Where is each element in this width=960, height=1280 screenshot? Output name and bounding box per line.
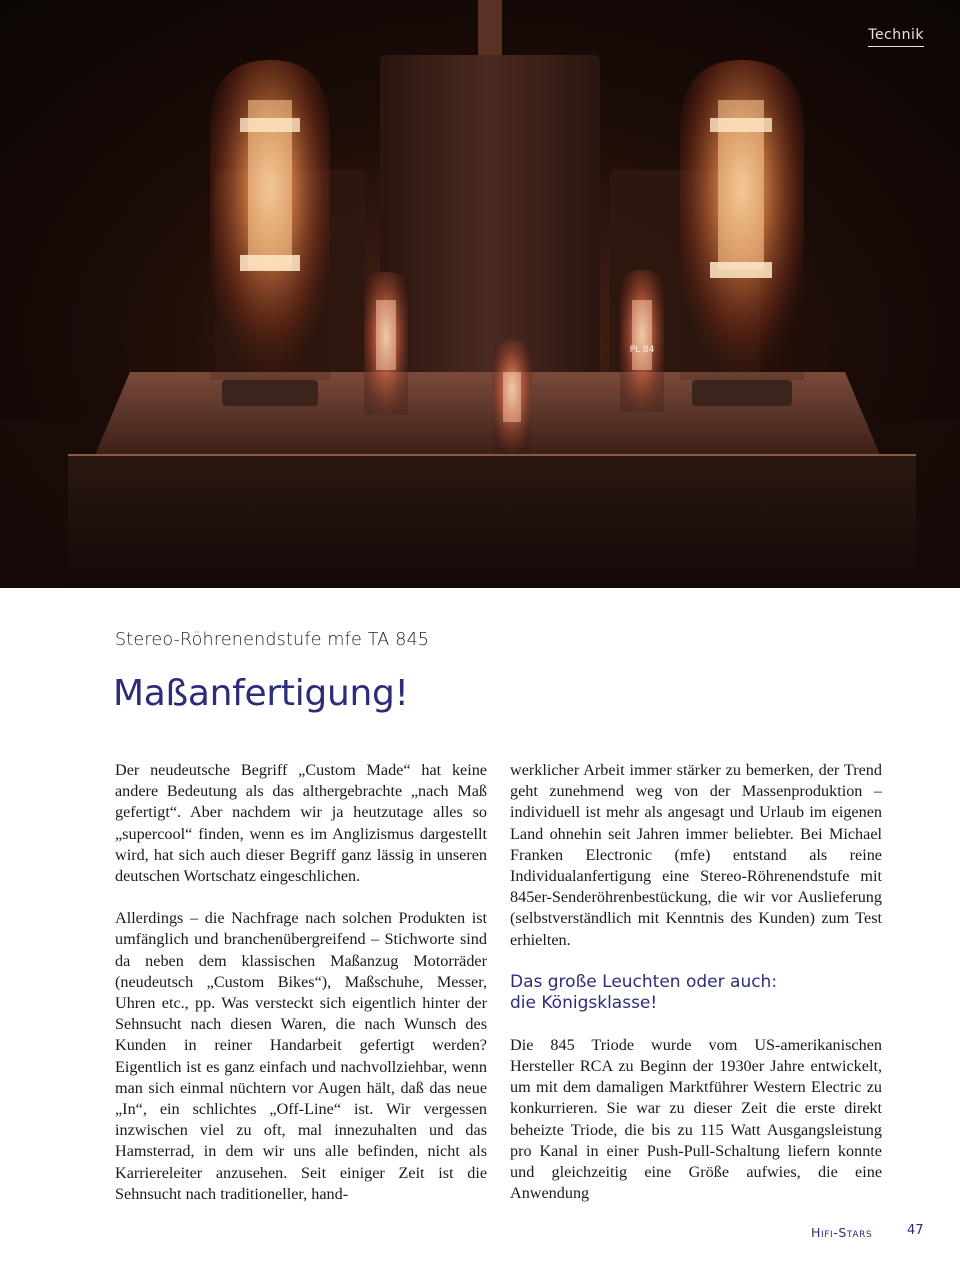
amplifier-chassis-front [68, 455, 916, 588]
paragraph: Der neudeutsche Begriff „Custom Made“ hat keine andere Bedeutung als das althergebrachte „nach Maß gefertigt“. Aber nachdem wir ja heutzutage alles so „supercool“ finden, wenn es im Anglizismus dargestellt wird, hat sich auch dieser Begriff ganz lässig in unseren deutschen Wortschatz eingeschlichen. [115, 761, 487, 886]
tube-amplifier-illustration [0, 0, 960, 588]
article-subtitle: Stereo-Röhrenendstufe mfe TA 845 [115, 630, 430, 650]
text-column-right [510, 760, 882, 1204]
page-number: 47 [907, 1223, 924, 1238]
hero-photo-tube-amplifier [0, 0, 960, 588]
article-title: Maßanfertigung! [113, 673, 409, 714]
section-label: Technik [868, 27, 924, 47]
section-heading-line: die Königsklasse! [510, 992, 658, 1013]
svg-text:PL 84: PL 84 [629, 345, 655, 355]
transformer-housing [380, 55, 600, 395]
paragraph: Die 845 Triode wurde vom US-amerikanischen Hersteller RCA zu Beginn der 1930er Jahre entwickelt, um mit dem damaligen Marktführer Western Electric zu konkurrieren. Sie war zu dieser Zeit die erste direkt beheizte Triode, die bis zu 115 Watt Ausgangsleistung pro Kanal in einer Push-Pull-Schaltung liefern konnte und gleichzeitig eine Größe aufwies, die eine Anwendung [510, 1035, 882, 1203]
paragraph: werklicher Arbeit immer stärker zu bemerken, der Trend geht zunehmend weg von der Massenproduktion – individuell ist mehr als angesagt und Urlaub im eigenen Land ohnehin seit Jahren immer beliebter. Bei Michael Franken Electronic (mfe) entstand als reine Individualanfertigung eine Stereo-Röhrenendstufe mit 845er-Senderöhrenbestückung, die wir vor Auslieferung (selbstverständlich mit Kenntnis des Kunden) zum Test erhielten. [510, 761, 882, 949]
tube-rectifier-center [492, 340, 532, 452]
magazine-name: Hifi-Stars [811, 1225, 873, 1240]
section-heading [510, 972, 882, 1014]
text-column-left [115, 760, 487, 1205]
tube-845-left [210, 60, 330, 406]
tube-845-right [680, 60, 804, 406]
tube-pl84-left [364, 272, 408, 415]
tube-pl84-right [620, 270, 664, 412]
section-heading-line: Das große Leuchten oder auch: [510, 971, 778, 992]
paragraph: Allerdings – die Nachfrage nach solchen Produkten ist umfänglich und branchenübergreifend – Stichworte sind da neben dem klassischen Maßanzug Motorräder (neudeutsch „Custom Bikes“), Maßschuhe, Messer, Uhren etc., pp. Was versteckt sich eigentlich hinter der Sehnsucht nach diesen Waren, die nach Wunsch des Kunden in reiner Handarbeit gefertigt werden? Eigentlich ist es ganz einfach und nachvollziehbar, wenn man sich einmal nüchtern vor Augen hält, daß das neue „In“, ein schlichtes „Off-Line“ ist. Wir vergessen inzwischen viel zu oft, mal innezuhalten und das Hamsterrad, in dem wir uns alle befinden, nicht als Karriereleiter anzusehen. Seit einiger Zeit ist die Sehnsucht nach traditioneller, hand- [115, 909, 487, 1203]
